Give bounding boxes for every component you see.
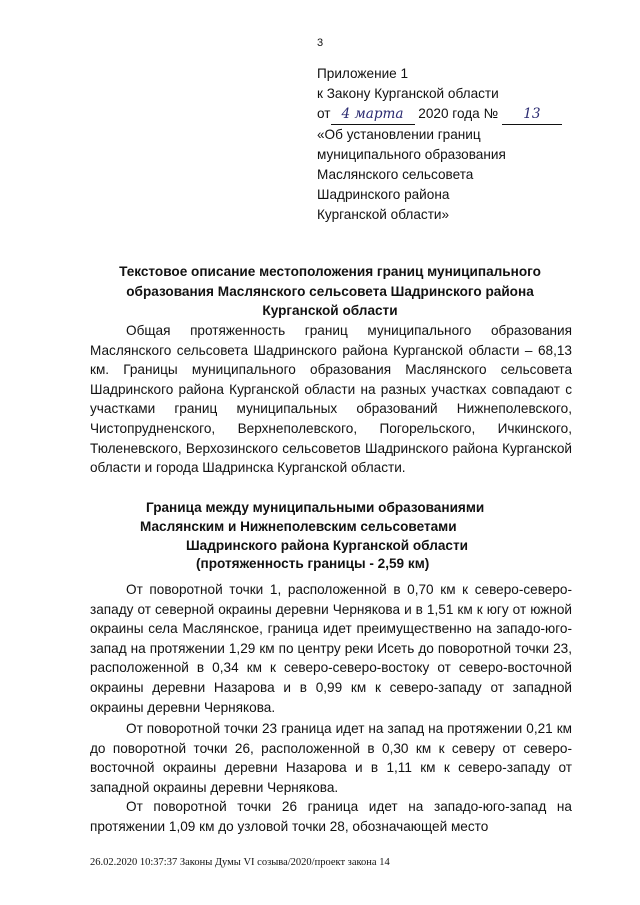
appendix-line-5: муниципального образования <box>317 147 506 163</box>
section-heading <box>140 499 570 574</box>
page-number: 3 <box>316 37 324 49</box>
section-heading-line-1: Граница между муниципальными образованиями <box>146 500 485 515</box>
section-heading-line-2: Маслянским и Нижнеполевским сельсоветами <box>140 518 457 534</box>
paragraph-overview: Общая протяженность границ муниципального образования Маслянского сельсовета Шадринского района Курганской области – 68,13 км. Границы муниципального образования Маслянского сельсовета Шадринского района Курганской области на разных участках совпадают с участками границ муниципальных образований Нижнеполевского, Чистопрудненского, Верхнеполевского, Погорельского, Ичкинского, Тюленевского, Верхозинского сельсоветов Шадринского района Курганской области и города Шадринска Курганской области. <box>90 323 572 476</box>
handwritten-law-number: 13 <box>502 105 562 126</box>
appendix-line-8: Курганской области» <box>317 206 450 222</box>
appendix-date-prefix: от <box>317 105 331 121</box>
appendix-line-4: «Об установлении границ <box>317 127 481 143</box>
appendix-line-2: к Закону Курганской области <box>317 85 499 101</box>
document-title: Текстовое описание местоположения границ муниципального образования Маслянского сельсовета Шадринского района Курганской области <box>119 264 541 319</box>
appendix-line-1: Приложение 1 <box>317 66 409 81</box>
appendix-block <box>317 64 617 224</box>
handwritten-date: 4 марта <box>331 105 415 126</box>
section-heading-line-3: Шадринского района Курганской области <box>186 537 469 553</box>
appendix-line-3 <box>317 104 617 126</box>
appendix-line-7: Шадринского района <box>317 186 450 202</box>
appendix-line-6: Маслянского сельсовета <box>317 166 474 182</box>
appendix-date-mid: 2020 года № <box>418 105 499 121</box>
section-heading-line-4: (протяженность границы - 2,59 км) <box>196 556 430 572</box>
paragraph-point-26: От поворотной точки 26 граница идет на западо-юго-запад на протяжении 1,09 км до узловой точки 28, обозначающей место <box>90 799 572 834</box>
paragraph-point-1: От поворотной точки 1, расположенной в 0,70 км к северо-северо-западу от северной окраины деревни Чернякова и в 1,51 км к югу от южной окраины села Маслянское, граница идет преимущественно на западо-юго-запад на протяжении 1,29 км по центру реки Исеть до поворотной точки 23, расположенной в 0,34 км к северо-северо-востоку от северо-восточной окраины деревни Назарова и в 0,99 км к северо-западу от западной окраины деревни Чернякова. <box>90 582 572 715</box>
footer-stamp: 26.02.2020 10:37:37 Законы Думы VI созыва/2020/проект закона 14 <box>90 857 390 868</box>
paragraph-point-23: От поворотной точки 23 граница идет на запад на протяжении 0,21 км до поворотной точки 26, расположенной в 0,30 км к северу от северо-восточной окраины деревни Назарова и в 1,11 км к северо-западу от западной окраины деревни Чернякова. <box>90 721 572 795</box>
